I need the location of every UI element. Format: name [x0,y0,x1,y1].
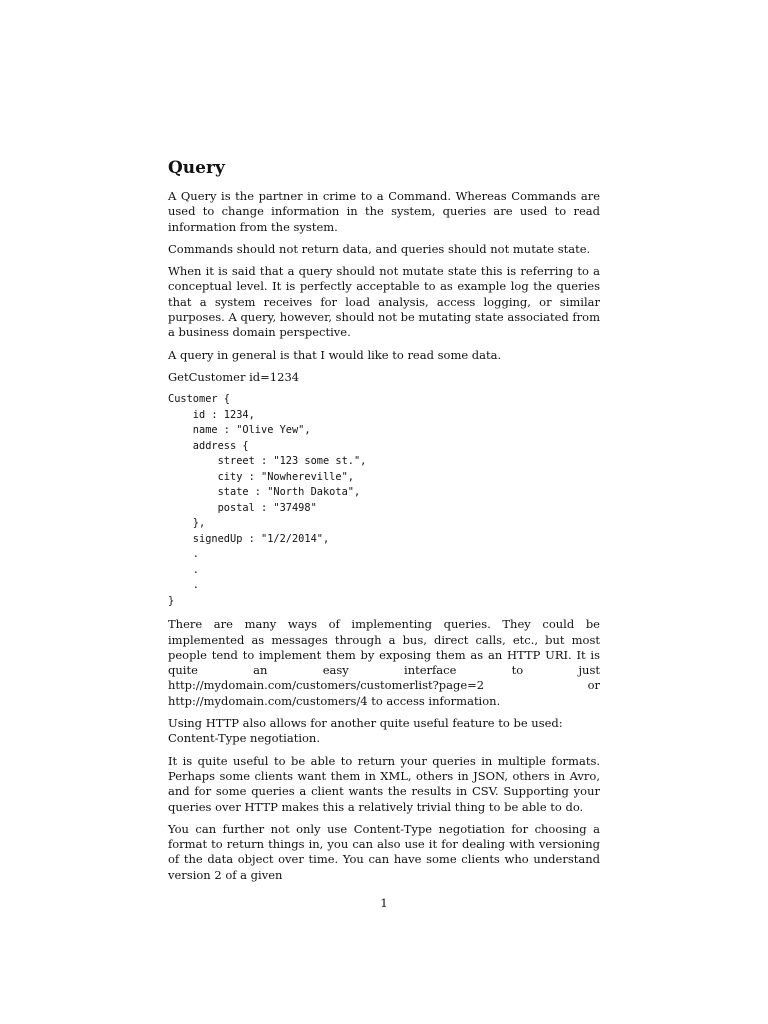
paragraph-example-query: GetCustomer id=1234 [168,369,300,384]
paragraph-commands-queries: Commands should not return data, and queries should not mutate state. [168,241,591,256]
code-block-customer: Customer { id : 1234, name : "Olive Yew", address { street : "123 some st.", city : "Nowhereville", state : "North Dakota", postal : "37498" }, signedUp : "1/2/2014", . . . } [168,393,367,607]
section-title: Query [168,158,225,178]
paragraph-read-data: A query in general is that I would like to read some data. [168,347,502,362]
paragraph-intro: A Query is the partner in crime to a Command. Whereas Commands are used to change information in the system, queries are used to read information from the system. [168,189,600,234]
paragraph-content-type: Using HTTP also allows for another quite useful feature to be used: Content-Type negotiation. [168,716,563,746]
paragraph-multiple-formats: It is quite useful to be able to return your queries in multiple formats. Perhaps some clients want them in XML, others in JSON, others in Avro, and for some queries a client wants the results in CSV. Supporting your queries over HTTP makes this a relatively trivial thing to be able to do. [168,753,600,814]
page-content [168,156,600,890]
page-number: 1 [380,896,388,910]
paragraph-versioning: You can further not only use Content-Type negotiation for choosing a format to return things in, you can also use it for dealing with versioning of the data object over time. You can have some clients who understand version 2 of a given [168,821,600,882]
paragraph-mutate-state: When it is said that a query should not mutate state this is referring to a conceptual level. It is perfectly acceptable to as example log the queries that a system receives for load analysis, access logging, or similar purposes. A query, however, should not be mutating state associated from a business domain perspective. [168,264,600,340]
paragraph-implementing-queries: There are many ways of implementing queries. They could be implemented as messages through a bus, direct calls, etc., but most people tend to implement them by exposing them as an HTTP URI. It is quite an easy interface to just http://mydomain.com/customers/customerlist?page=2 or http://mydomain.com/customers/4 to access information. [168,617,600,708]
